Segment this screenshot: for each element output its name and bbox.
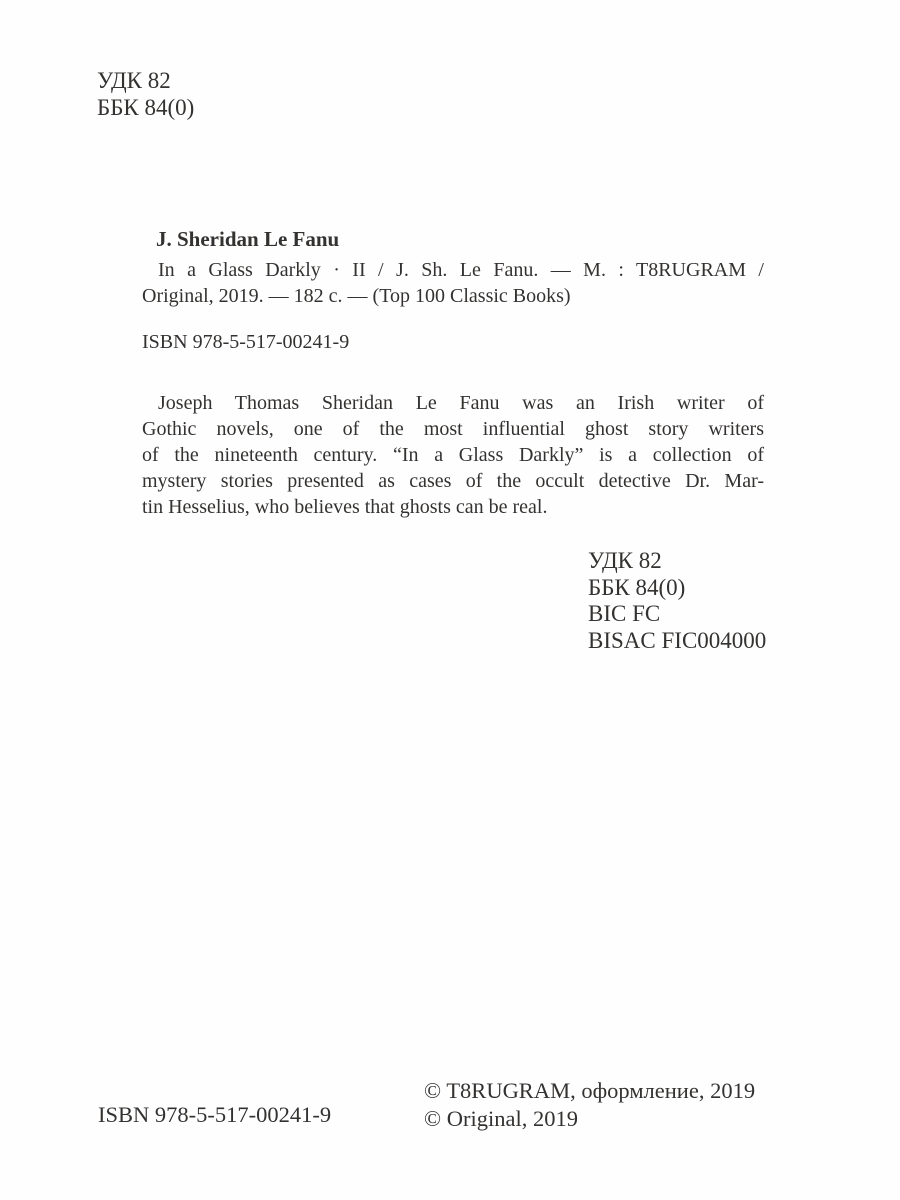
imprint-block [142,226,764,520]
annotation-line: Gothic novels, one of the most influential ghost story writers [142,418,764,440]
classification-code: ББК 84(0) [588,574,686,600]
classification-code: ББК 84(0) [97,95,195,120]
classification-code: УДК 82 [97,68,171,93]
top-classification-codes [97,67,194,121]
classification-code: BIC FC [588,601,661,626]
isbn-number: ISBN 978-5-517-00241-9 [142,331,350,353]
copyright-line: © T8RUGRAM, оформление, 2019 [424,1078,756,1103]
annotation-line: tin Hesselius, who believes that ghosts can be real. [142,496,548,518]
classification-code: BISAC FIC004000 [588,627,767,653]
footer-isbn-number: ISBN 978-5-517-00241-9 [98,1102,332,1127]
author-name: J. Sheridan Le Fanu [156,227,340,251]
bibliographic-record-line-1: In a Glass Darkly · II / J. Sh. Le Fanu. — M. : T8RUGRAM / [158,259,764,281]
bibliographic-record-line-2: Original, 2019. — 182 с. — (Top 100 Classic Books) [142,285,571,307]
annotation-line: of the nineteenth century. “In a Glass Darkly” is a collection of [142,444,764,466]
annotation-line: Joseph Thomas Sheridan Le Fanu was an Irish writer of [158,392,764,414]
copyright-block [424,1077,755,1132]
classification-code: УДК 82 [588,548,662,573]
right-classification-codes [588,548,766,654]
annotation-line: mystery stories presented as cases of the occult detective Dr. Mar- [142,470,764,492]
annotation-paragraph [142,390,764,520]
copyright-line: © Original, 2019 [424,1105,578,1131]
